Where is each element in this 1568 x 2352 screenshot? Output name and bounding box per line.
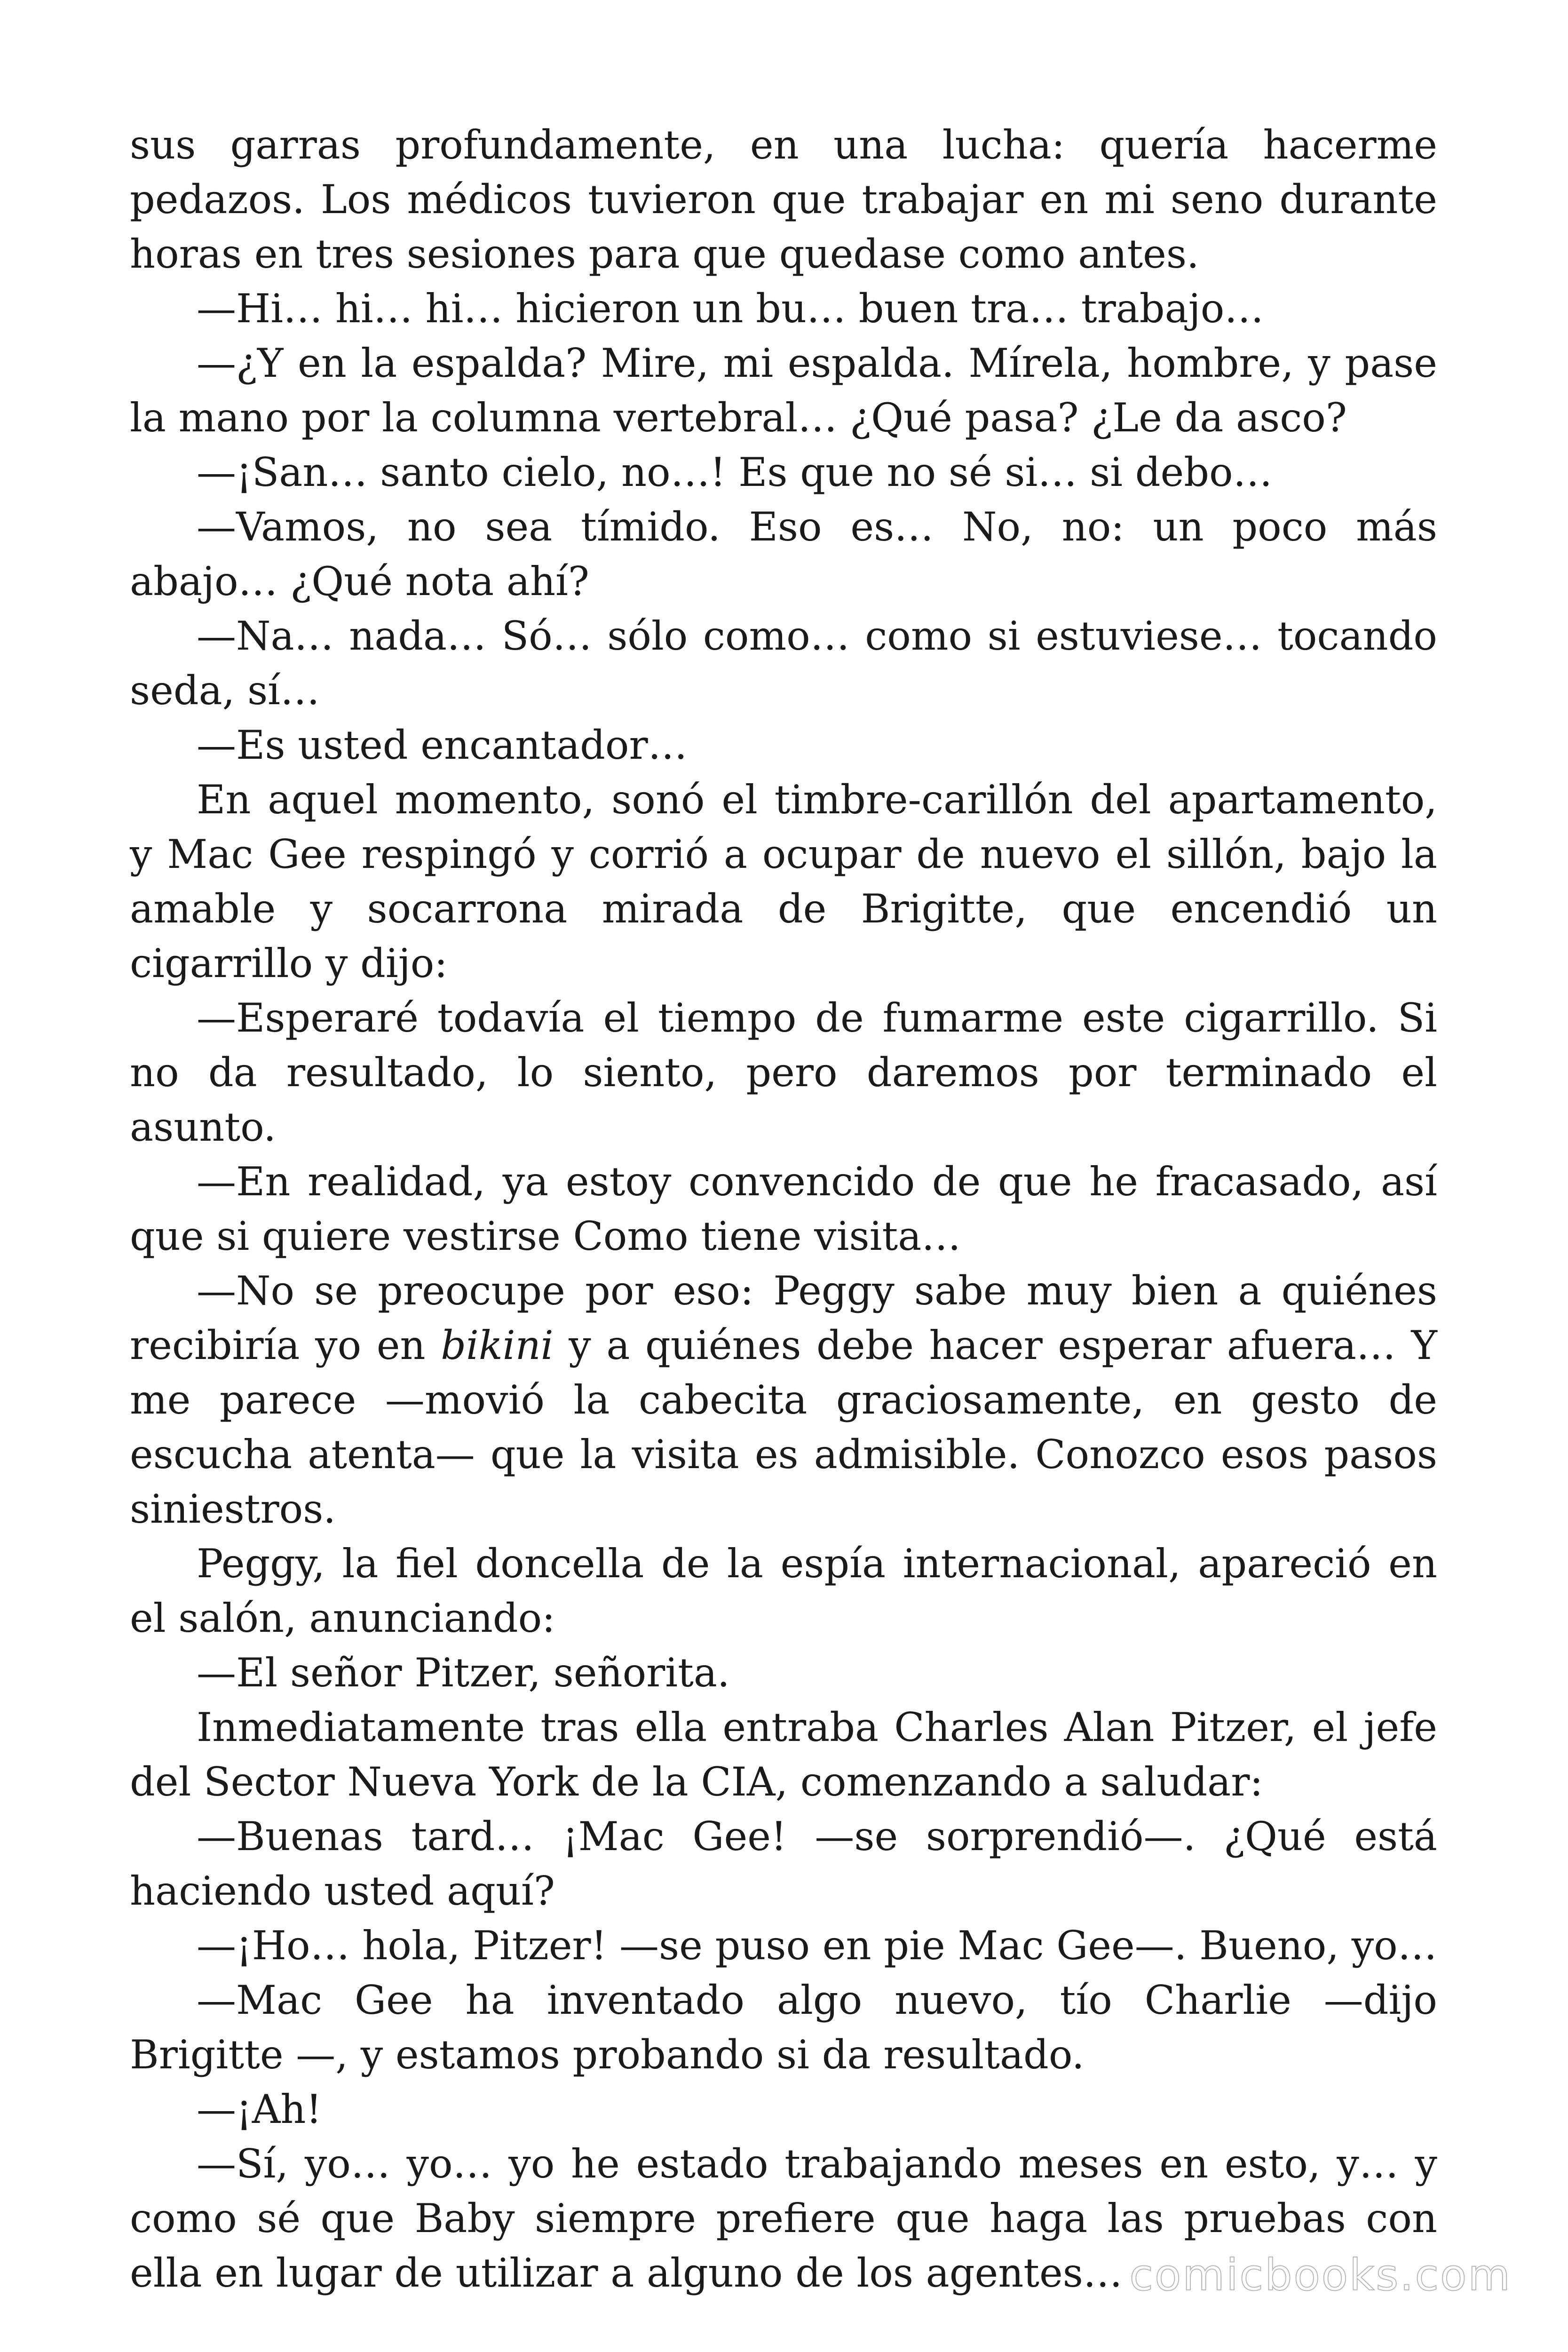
paragraph-14: Inmediatamente tras ella entraba Charles Alan Pitzer, el jefe del Sector Nueva York de la CIA, comenzando a saludar: <box>130 1704 1437 1805</box>
paragraph-4: —¡San… santo cielo, no…! Es que no sé si… si debo… <box>197 449 1273 495</box>
paragraph-17: —Mac Gee ha inventado algo nuevo, tío Charlie —dijo Brigitte —, y estamos probando si da resultado. <box>130 1977 1437 2078</box>
paragraph-7: —Es usted encantador… <box>197 722 688 768</box>
paragraph-10: —En realidad, ya estoy convencido de que he fracasado, así que si quiere vestirse Como tiene visita… <box>130 1159 1437 1259</box>
emphasis-bikini: bikini <box>441 1322 554 1368</box>
paragraph-2: —Hi… hi… hi… hicieron un bu… buen tra… trabajo… <box>197 286 1264 332</box>
paragraph-19: —Sí, yo… yo… yo he estado trabajando meses en esto, y… y como sé que Baby siempre prefiere que haga las pruebas con ella en lugar de utilizar a alguno de los agentes… <box>130 2141 1437 2296</box>
paragraph-1: sus garras profundamente, en una lucha: quería hacerme pedazos. Los médicos tuvieron que trabajar en mi seno durante horas en tres sesiones para que quedase como antes. <box>130 122 1437 277</box>
paragraph-13: —El señor Pitzer, señorita. <box>197 1650 730 1696</box>
paragraph-16: —¡Ho… hola, Pitzer! —se puso en pie Mac Gee—. Bueno, yo… <box>197 1923 1437 1969</box>
watermark: comicbooks.com <box>1129 2250 1512 2300</box>
paragraph-5: —Vamos, no sea tímido. Eso es… No, no: un poco más abajo… ¿Qué nota ahí? <box>130 504 1437 604</box>
paragraph-3: —¿Y en la espalda? Mire, mi espalda. Mírela, hombre, y pase la mano por la columna vertebral… ¿Qué pasa? ¿Le da asco? <box>130 340 1437 441</box>
paragraph-11-before: —No se preocupe por eso: Peggy sabe muy bien a quiénes recibiría yo en <box>130 1268 1437 1368</box>
paragraph-15: —Buenas tard… ¡Mac Gee! —se sorprendió—. ¿Qué está haciendo usted aquí? <box>130 1813 1437 1914</box>
paragraph-8: En aquel momento, sonó el timbre-carillón del apartamento, y Mac Gee respingó y corrió a ocupar de nuevo el sillón, bajo la amable y socarrona mirada de Brigitte, que encendió un cigarrillo y dijo: <box>130 777 1437 986</box>
paragraph-12: Peggy, la fiel doncella de la espía internacional, apareció en el salón, anunciando: <box>130 1541 1437 1641</box>
paragraph-9: —Esperaré todavía el tiempo de fumarme este cigarrillo. Si no da resultado, lo siento, pero daremos por terminado el asunto. <box>130 995 1437 1150</box>
paragraph-18: —¡Ah! <box>197 2086 322 2132</box>
paragraph-6: —Na… nada… Só… sólo como… como si estuviese… tocando seda, sí… <box>130 613 1437 714</box>
paragraph-11 <box>130 1263 1437 1536</box>
paragraph-11-after: y a quiénes debe hacer esperar afuera… Y me parece —movió la cabecita graciosamente, en gesto de escucha atenta— que la visita es admisible. Conozco esos pasos siniestros. <box>130 1322 1438 1532</box>
book-page <box>130 118 1437 2300</box>
